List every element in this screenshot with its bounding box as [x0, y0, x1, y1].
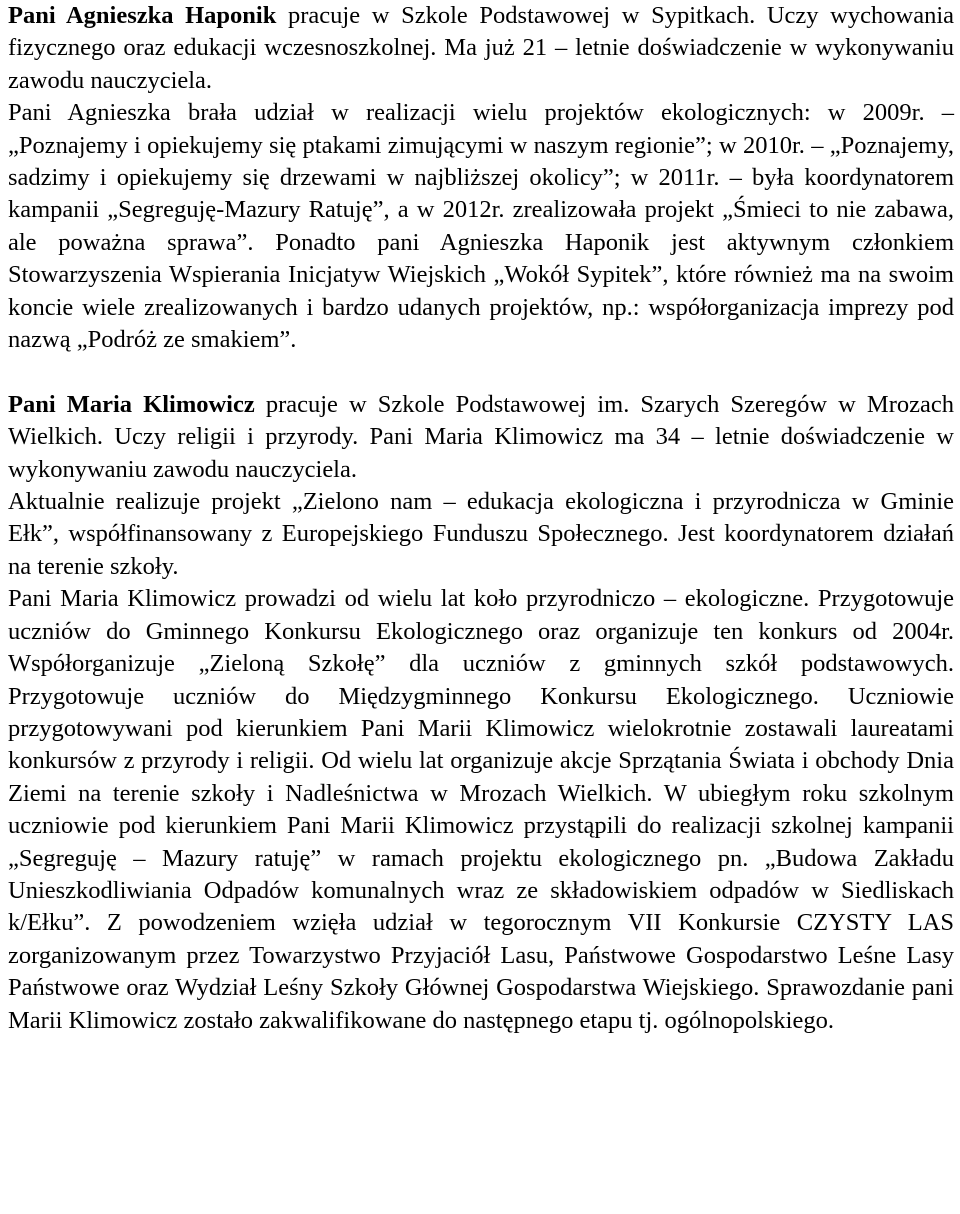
- klimowicz-name: Pani Maria Klimowicz: [8, 390, 255, 418]
- haponik-projects-paragraph: Pani Agnieszka brała udział w realizacji wielu projektów ekologicznych: w 2009r. – „Poznajemy i opiekujemy się ptakami zimującymi w naszym regionie”; w 2010r. – „Poznajemy, sadzimy i opiekujemy się drzewami w najbliższej okolicy”; w 2011r. – była koordynatorem kampanii „Segreguję-Mazury Ratuję”, a w 2012r. zrealizowała projekt „Śmieci to nie zabawa, ale poważna sprawa”. Ponadto pani Agnieszka Haponik jest aktywnym członkiem Stowarzyszenia Wspierania Inicjatyw Wiejskich „Wokół Sypitek”, które również ma na swoim koncie wiele zrealizowanych i bardzo udanych projektów, np.: współorganizacja imprezy pod nazwą „Podróż ze smakiem”.: [8, 99, 954, 354]
- klimowicz-project-paragraph: Aktualnie realizuje projekt „Zielono nam – edukacja ekologiczna i przyrodnicza w Gminie Ełk”, współfinansowany z Europejskiego Funduszu Społecznego. Jest koordynatorem działań na terenie szkoły.: [8, 488, 954, 580]
- haponik-intro-paragraph: [8, 0, 954, 97]
- klimowicz-activities-paragraph: Pani Maria Klimowicz prowadzi od wielu lat koło przyrodniczo – ekologiczne. Przygotowuje uczniów do Gminnego Konkursu Ekologicznego oraz organizuje ten konkurs od 2004r. Współorganizuje „Zieloną Szkołę” dla uczniów z gminnych szkół podstawowych. Przygotowuje uczniów do Międzygminnego Konkursu Ekologicznego. Uczniowie przygotowywani pod kierunkiem Pani Marii Klimowicz wielokrotnie zostawali laureatami konkursów z przyrody i religii. Od wielu lat organizuje akcje Sprzątania Świata i obchody Dnia Ziemi na terenie szkoły i Nadleśnictwa w Mrozach Wielkich. W ubiegłym roku szkolnym uczniowie pod kierunkiem Pani Marii Klimowicz przystąpili do realizacji szkolnej kampanii „Segreguję – Mazury ratuję” w ramach projektu ekologicznego pn. „Budowa Zakładu Unieszkodliwiania Odpadów komunalnych wraz ze składowiskiem odpadów w Siedliskach k/Ełku”. Z powodzeniem wzięła udział w tegorocznym VII Konkursie CZYSTY LAS zorganizowanym przez Towarzystwo Przyjaciół Lasu, Państwowe Gospodarstwo Leśne Lasy Państwowe oraz Wydział Leśny Szkoły Głównej Gospodarstwa Wiejskiego. Sprawozdanie pani Marii Klimowicz zostało zakwalifikowane do następnego etapu tj. ogólnopolskiego.: [8, 585, 954, 1034]
- document-page: [8, 0, 954, 1037]
- klimowicz-intro-text: pracuje w Szkole Podstawowej im. Szarych Szeregów w Mrozach Wielkich. Uczy religii i przyrody. Pani Maria Klimowicz ma 34 – letnie doświadczenie w wykonywaniu zawodu nauczyciela.: [8, 390, 954, 483]
- section-spacer: [8, 356, 954, 388]
- haponik-intro-text: pracuje w Szkole Podstawowej w Sypitkach. Uczy wychowania fizycznego oraz edukacji wczesnoszkolnej. Ma już 21 – letnie doświadczenie w wykonywaniu zawodu nauczyciela.: [8, 2, 954, 94]
- haponik-name: Pani Agnieszka Haponik: [8, 2, 277, 29]
- klimowicz-intro-paragraph: [8, 389, 954, 486]
